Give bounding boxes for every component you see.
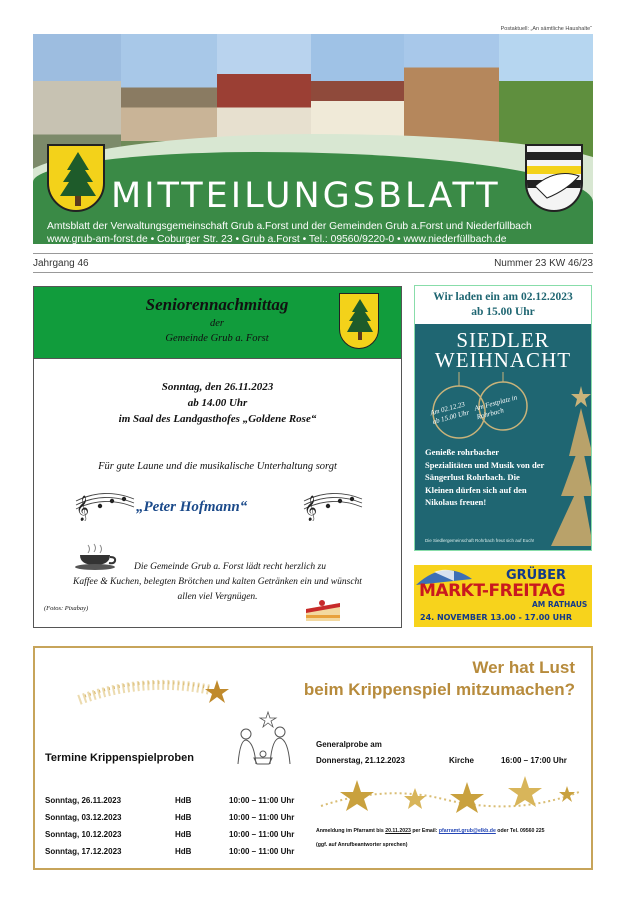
krippe-row-place: HdB xyxy=(175,796,192,805)
krippe-headline-2: beim Krippenspiel mitzumachen? xyxy=(303,680,575,699)
general-rehearsal-time: 16:00 – 17:00 Uhr xyxy=(501,756,567,765)
grub-coat-of-arms-icon xyxy=(339,293,379,349)
markt-line-2: MARKT-FREITAG xyxy=(419,581,566,601)
senior-gemeinde: Gemeinde Grub a. Forst xyxy=(165,333,269,344)
cake-slice-icon xyxy=(304,595,342,625)
divider-bottom xyxy=(33,272,593,273)
krippe-row-place: HdB xyxy=(175,830,192,839)
siedler-title-1: SIEDLER xyxy=(456,328,550,352)
masthead-banner xyxy=(33,34,593,244)
senior-afternoon-notice xyxy=(33,286,402,628)
divider-top xyxy=(33,253,593,254)
krippe-row-place: HdB xyxy=(175,813,192,822)
registration-deadline: 20.11.2023 xyxy=(385,828,411,834)
general-rehearsal-place: Kirche xyxy=(449,756,474,765)
markt-line-1: GRÜBER xyxy=(506,568,567,583)
siedler-title-2: WEIHNACHT xyxy=(434,348,572,372)
shooting-star-icon xyxy=(75,656,235,716)
gold-stars-garland-icon xyxy=(317,770,583,820)
svg-text:𝄞: 𝄞 xyxy=(76,496,90,521)
senior-invite-2: Kaffee & Kuchen, belegten Brötchen und kalten Getränken ein und wünscht xyxy=(73,577,362,587)
siedler-footer: Die Siedlergemeinschaft Rohrbach freut sich auf Euch! xyxy=(425,538,535,543)
masthead-subtitle: Amtsblatt der Verwaltungsgemeinschaft Grub a.Forst und der Gemeinden Grub a.Forst und Niederfüllbach xyxy=(47,221,532,232)
registration-note-post: oder Tel. 09560 225 xyxy=(497,828,545,834)
senior-invite-3: allen viel Vergnügen. xyxy=(177,592,258,602)
registration-note-mid: per Email: xyxy=(412,828,438,834)
coffee-cup-icon xyxy=(74,543,120,571)
senior-time: ab 14.00 Uhr xyxy=(187,397,248,409)
svg-text:𝄞: 𝄞 xyxy=(304,496,318,521)
senior-title: Seniorennachmittag xyxy=(145,295,289,314)
krippe-row-time: 10:00 – 11:00 Uhr xyxy=(229,813,295,822)
markt-line-4: 24. NOVEMBER 13.00 - 17.00 UHR xyxy=(420,613,572,622)
krippe-row-date: Sonntag, 26.11.2023 xyxy=(45,796,122,805)
grub-coat-of-arms-icon xyxy=(47,144,105,212)
krippe-row-place: HdB xyxy=(175,847,192,856)
siedler-ornament-place: Am Festplatz in Rohrbach xyxy=(473,393,519,422)
masthead-title: MITTEILUNGSBLATT xyxy=(111,176,501,216)
markt-line-3: AM RATHAUS xyxy=(532,600,588,609)
krippe-row-date: Sonntag, 10.12.2023 xyxy=(45,830,122,839)
krippe-row-time: 10:00 – 11:00 Uhr xyxy=(229,796,295,805)
postal-note: Postaktuell: „An sämtliche Haushalte“ xyxy=(500,26,592,32)
senior-header xyxy=(34,287,401,359)
photo-credit: (Fotos: Pixabay) xyxy=(44,605,89,612)
niederfuellbach-coat-of-arms-icon xyxy=(525,144,583,212)
krippe-termine-title: Termine Krippenspielproben xyxy=(45,752,194,764)
siedler-weihnacht-ad[interactable] xyxy=(414,285,592,551)
registration-note-pre: Anmeldung im Pfarramt bis xyxy=(316,828,384,834)
senior-music-line: Für gute Laune und die musikalische Unterhaltung sorgt xyxy=(98,461,337,472)
registration-note-2: (ggf. auf Anrufbeantworter sprechen) xyxy=(316,842,408,848)
krippe-row-time: 10:00 – 11:00 Uhr xyxy=(229,830,295,839)
registration-note xyxy=(316,828,545,834)
registration-email-link[interactable]: pfarramt.grub@elkb.de xyxy=(438,828,496,834)
krippe-row-date: Sonntag, 03.12.2023 xyxy=(45,813,122,822)
senior-venue: im Saal des Landgasthofes „Goldene Rose“ xyxy=(118,413,317,425)
masthead-address: www.grub-am-forst.de • Coburger Str. 23 • Grub a.Forst • Tel.: 09560/9220-0 • www.niederfüllbach.de xyxy=(47,234,507,244)
christmas-tree-icon xyxy=(543,386,592,546)
krippenspiel-notice xyxy=(33,646,593,870)
senior-date: Sonntag, den 26.11.2023 xyxy=(161,381,274,393)
siedler-body-text: Genieße rohrbacher Spezialitäten und Musik von der Sängerlust Rohrbach. Die Kleinen dürfen sich auf den Nikolaus freuen! xyxy=(425,447,545,507)
siedler-date: Wir laden ein am 02.12.2023 xyxy=(433,291,573,303)
issue-number: Nummer 23 KW 46/23 xyxy=(494,258,593,269)
markt-freitag-ad[interactable] xyxy=(414,565,592,627)
nativity-scene-icon xyxy=(228,710,298,766)
general-rehearsal-title: Generalprobe am xyxy=(316,740,382,749)
krippe-row-date: Sonntag, 17.12.2023 xyxy=(45,847,122,856)
siedler-invite-band xyxy=(415,286,591,324)
krippe-row-time: 10:00 – 11:00 Uhr xyxy=(229,847,295,856)
krippe-headline-1: Wer hat Lust xyxy=(472,658,575,677)
senior-performer: „Peter Hofmann“ xyxy=(136,499,248,515)
music-notes-left-icon xyxy=(74,487,136,521)
music-notes-right-icon xyxy=(302,487,364,521)
siedler-ornament-date: Am 02.12.23 ab 15.00 Uhr xyxy=(429,400,471,426)
senior-der: der xyxy=(210,318,224,329)
siedler-time: ab 15.00 Uhr xyxy=(471,306,535,318)
senior-invite-1: Die Gemeinde Grub a. Forst lädt recht herzlich zu xyxy=(134,562,326,572)
general-rehearsal-date: Donnerstag, 21.12.2023 xyxy=(316,756,405,765)
issue-volume: Jahrgang 46 xyxy=(33,258,89,269)
